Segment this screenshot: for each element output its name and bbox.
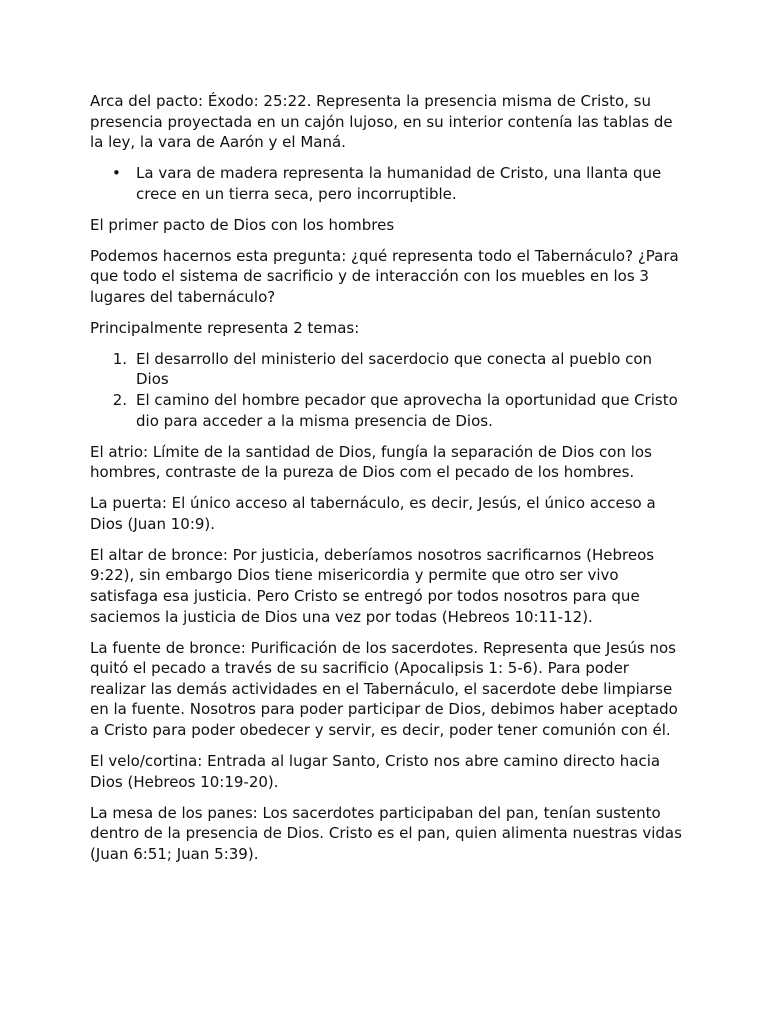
paragraph-mesa-de-los-panes: La mesa de los panes: Los sacerdotes participaban del pan, tenían sustento dentro de la presencia de Dios. Cristo es el pan, quien alimenta nuestras vidas (Juan 6:51; Juan 5:39). [90, 803, 682, 863]
paragraph-atrio: El atrio: Límite de la santidad de Dios, fungía la separación de Dios con los hombres, contraste de la pureza de Dios com el pecado de los hombres. [90, 442, 652, 482]
paragraph-velo-cortina: El velo/cortina: Entrada al lugar Santo, Cristo nos abre camino directo hacia Dios (Hebreos 10:19-20). [90, 751, 661, 791]
bullet-list [90, 163, 682, 204]
paragraph-primer-pacto: El primer pacto de Dios con los hombres [90, 215, 395, 234]
list-item [90, 163, 682, 204]
numbered-list [90, 349, 682, 431]
paragraph-fuente-de-bronce: La fuente de bronce: Purificación de los sacerdotes. Representa que Jesús nos quitó el pecado a través de su sacrificio (Apocalipsis 1: 5-6). Para poder realizar las demás actividades en el Tabernáculo, el sacerdote debe limpiarse en la fuente. Nosotros para poder participar de Dios, debimos haber aceptado a Cristo para poder obedecer y servir, es decir, poder tener comunión con él. [90, 638, 678, 739]
paragraph-arca-del-pacto: Arca del pacto: Éxodo: 25:22. Representa la presencia misma de Cristo, su presencia proyectada en un cajón lujoso, en su interior contenía las tablas de la ley, la vara de Aarón y el Maná. [90, 92, 673, 152]
paragraph-puerta: La puerta: El único acceso al tabernáculo, es decir, Jesús, el único acceso a Dios (Juan 10:9). [90, 494, 656, 533]
list-item-text: El camino del hombre pecador que aprovecha la oportunidad que Cristo dio para acceder a la misma presencia de Dios. [136, 391, 678, 430]
bullet-icon: • [112, 164, 121, 183]
list-number: 2. [112, 391, 127, 410]
paragraph-altar-de-bronce: El altar de bronce: Por justicia, deberíamos nosotros sacrificarnos (Hebreos 9:22), sin embargo Dios tiene misericordia y permite que otro ser vivo satisfaga esa justicia. Pero Cristo se entregó por todos nosotros para que saciemos la justicia de Dios una vez por todas (Hebreos 10:11-12). [90, 545, 655, 626]
paragraph-temas: Principalmente representa 2 temas: [90, 318, 360, 337]
list-number: 1. [112, 349, 127, 368]
list-item-text: La vara de madera representa la humanidad de Cristo, una llanta que crece en un tierra seca, pero incorruptible. [136, 164, 662, 203]
list-item [90, 390, 682, 431]
list-item-text: El desarrollo del ministerio del sacerdocio que conecta al pueblo con Dios [136, 349, 653, 389]
document-page [90, 91, 682, 875]
list-item [90, 349, 682, 390]
paragraph-pregunta: Podemos hacernos esta pregunta: ¿qué representa todo el Tabernáculo? ¿Para que todo el sistema de sacrificio y de interacción con los muebles en los 3 lugares del tabernáculo? [90, 246, 679, 306]
